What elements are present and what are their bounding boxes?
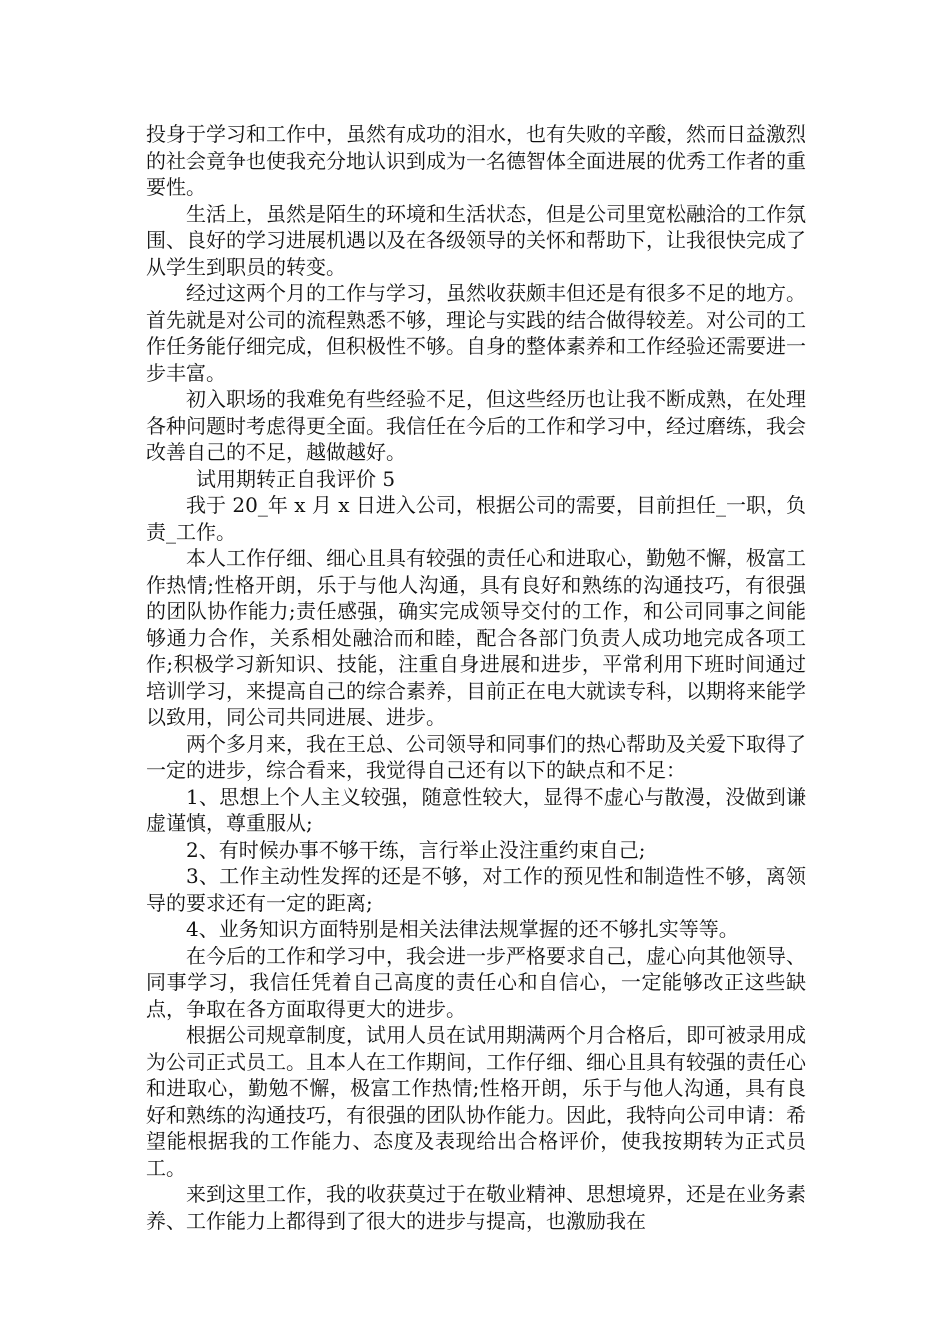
- paragraph-gains: 来到这里工作，我的收获莫过于在敬业精神、思想境界，还是在业务素养、工作能力上都得到了很大的进步与提高，也激励我在: [146, 1182, 806, 1233]
- document-body: [146, 121, 806, 1234]
- paragraph-future: 在今后的工作和学习中，我会进一步严格要求自己，虚心向其他领导、同事学习，我信任凭着自己高度的责任心和自信心，一定能够改正这些缺点，争取在各方面取得更大的进步。: [146, 943, 806, 1021]
- paragraph-two-months: 两个多月来，我在王总、公司领导和同事们的热心帮助及关爱下取得了一定的进步，综合看来，我觉得自己还有以下的缺点和不足：: [146, 731, 806, 782]
- paragraph-self-description: 本人工作仔细、细心且具有较强的责任心和进取心，勤勉不懈，极富工作热情;性格开朗，乐于与他人沟通，具有良好和熟练的沟通技巧，有很强的团队协作能力;责任感强，确实完成领导交付的工作，和公司同事之间能够通力合作，关系相处融洽而和睦，配合各部门负责人成功地完成各项工作;积极学习新知识、技能，注重自身进展和进步，平常利用下班时间通过培训学习，来提高自己的综合素养，目前正在电大就读专科，以期将来能学以致用，同公司共同进展、进步。: [146, 546, 806, 729]
- paragraph-new-job: 初入职场的我难免有些经验不足，但这些经历也让我不断成熟，在处理各种问题时考虑得更全面。我信任在今后的工作和学习中，经过磨练，我会改善自己的不足，越做越好。: [146, 387, 806, 464]
- paragraph-application: 根据公司规章制度，试用人员在试用期满两个月合格后，即可被录用成为公司正式员工。且本人在工作期间，工作仔细、细心且具有较强的责任心和进取心，勤勉不懈，极富工作热情;性格开朗，乐于与他人沟通，具有良好和熟练的沟通技巧，有很强的团队协作能力。因此，我特向公司申请：希望能根据我的工作能力、态度及表现给出合格评价，使我按期转为正式员工。: [146, 1023, 806, 1180]
- list-item-2: 2、有时候办事不够干练，言行举止没注重约束自己;: [186, 837, 646, 862]
- list-item-1: 1、思想上个人主义较强，随意性较大，显得不虚心与散漫，没做到谦虚谨慎，尊重服从;: [146, 784, 806, 835]
- paragraph-continuation: 投身于学习和工作中，虽然有成功的泪水，也有失败的辛酸，然而日益激烈的社会竟争也使我充分地认识到成为一名德智体全面进展的优秀工作者的重要性。: [146, 122, 806, 199]
- section-heading: 试用期转正自我评价 5: [196, 466, 396, 491]
- paragraph-shortcomings: 经过这两个月的工作与学习，虽然收获颇丰但还是有很多不足的地方。首先就是对公司的流程熟悉不够，理论与实践的结合做得较差。对公司的工作任务能仔细完成，但积极性不够。自身的整体素养和工作经验还需要进一步丰富。: [146, 281, 806, 385]
- list-item-3: 3、工作主动性发挥的还是不够，对工作的预见性和制造性不够，离领导的要求还有一定的距离;: [146, 864, 806, 915]
- paragraph-join-date: 我于 20_年 x 月 x 日进入公司，根据公司的需要，目前担任_一职，负责_工作。: [146, 493, 806, 544]
- paragraph-life: 生活上，虽然是陌生的环境和生活状态，但是公司里宽松融洽的工作氛围、良好的学习进展机遇以及在各级领导的关怀和帮助下，让我很快完成了从学生到职员的转变。: [146, 201, 806, 279]
- list-item-4: 4、业务知识方面特别是相关法律法规掌握的还不够扎实等等。: [186, 917, 739, 941]
